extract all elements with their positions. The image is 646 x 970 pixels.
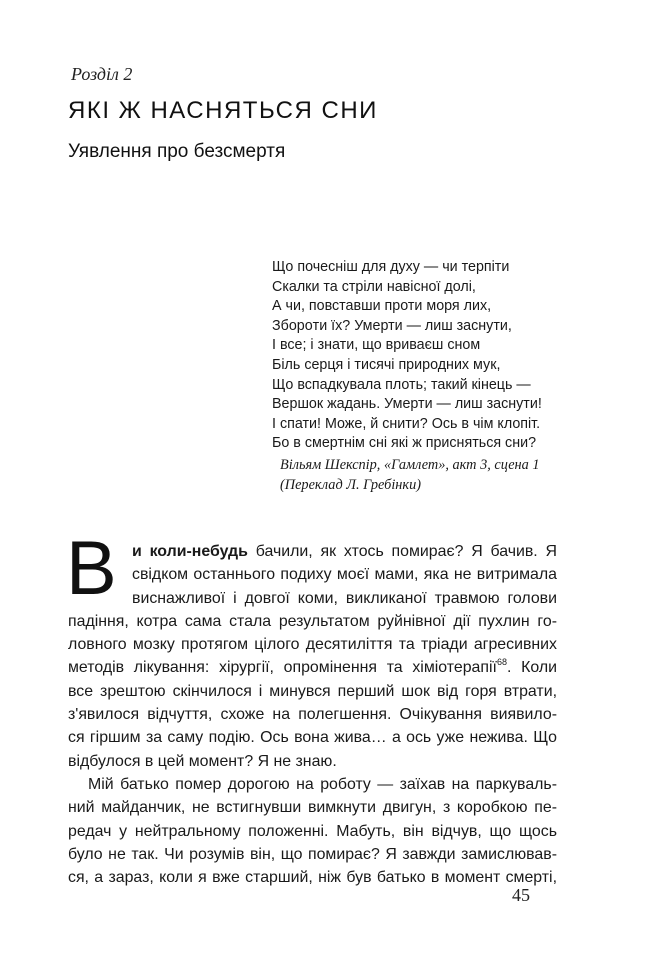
line-text: методів лікування: хірургії, опромінення та хіміотерапії xyxy=(68,659,497,677)
chapter-title: ЯКІ Ж НАСНЯТЬСЯ СНИ xyxy=(68,97,378,124)
paragraph-line: падіння, котра сама стала результатом руйнівної дії пухлин го- xyxy=(68,612,557,630)
epigraph-line: Вершок жадань. Умерти — лиш заснути! xyxy=(272,396,542,413)
paragraph-line: Мій батько помер дорогою на роботу — заїхав на паркуваль- xyxy=(88,775,557,793)
epigraph-line: І спати! Може, й снити? Ось в чім клопіт. xyxy=(272,415,541,432)
footnote-ref[interactable]: 68 xyxy=(496,657,507,668)
epigraph-line: Скалки та стріли навісної долі, xyxy=(272,278,476,295)
chapter-label: Розділ 2 xyxy=(71,64,133,84)
epigraph-line: А чи, повставши проти моря лих, xyxy=(272,298,492,315)
paragraph-line: редач у нейтральному положенні. Мабуть, він відчув, що щось xyxy=(68,822,557,840)
paragraph-line: все зрештою скінчилося і минувся перший шок від горя втрати, xyxy=(68,682,557,700)
line-text: бачили, як хтось помирає? Я бачив. Я xyxy=(255,543,557,560)
paragraph-line: ловного мозку протягом цілого десятиліття та тріади агресивних xyxy=(68,636,557,654)
attribution-translator: (Переклад Л. Гребінки) xyxy=(280,477,421,493)
paragraph-line xyxy=(68,540,557,563)
epigraph-line: Що почесніш для духу — чи терпіти xyxy=(272,259,510,275)
page-number: 45 xyxy=(512,885,530,905)
lead-in-bold: и коли-небудь xyxy=(132,543,248,560)
paragraph-line: ся, а зараз, коли я вже старший, ніж був батько в момент смерті, xyxy=(68,869,557,887)
paragraph-line: було не так. Чи розумів він, що помирає? Я завжди замислював- xyxy=(68,845,557,863)
paragraph-line: відбулося в цей момент? Я не знаю. xyxy=(68,752,337,770)
paragraph-line: з'явилося відчуття, схоже на полегшення. Очікування виявило- xyxy=(68,706,557,724)
line-text: . Коли xyxy=(506,659,557,677)
epigraph-line: Бо в смертнім сні які ж присняться сни? xyxy=(272,435,537,452)
epigraph-line: Зборoти їх? Умерти — лиш заснути, xyxy=(272,317,512,334)
epigraph-attribution xyxy=(280,455,600,495)
paragraph-line: виснажливої і довгої коми, викликаної травмою голови xyxy=(132,589,557,607)
chapter-subtitle: Уявлення про безсмертя xyxy=(68,141,286,162)
paragraph-line xyxy=(68,656,557,679)
drop-cap: В xyxy=(66,526,117,611)
body-text xyxy=(68,540,557,889)
attribution-source: Вільям Шекспір, «Гамлет», акт 3, сцена 1 xyxy=(280,457,540,473)
epigraph xyxy=(272,258,592,454)
epigraph-line: І все; і знати, що вриваєш сном xyxy=(272,337,481,354)
epigraph-line: Що вспадкувала плоть; такий кінець — xyxy=(272,376,531,393)
paragraph-line: ний майданчик, не встигнувши вимкнути двигун, з коробкою пе- xyxy=(68,799,557,817)
paragraph-line: свідком останнього подиху моєї мами, яка не витримала xyxy=(132,566,557,584)
paragraph-line: ся гіршим за саму подію. Ось вона жива… а ось уже нежива. Що xyxy=(68,729,557,747)
epigraph-line: Біль серця і тисячі природних мук, xyxy=(272,356,501,373)
